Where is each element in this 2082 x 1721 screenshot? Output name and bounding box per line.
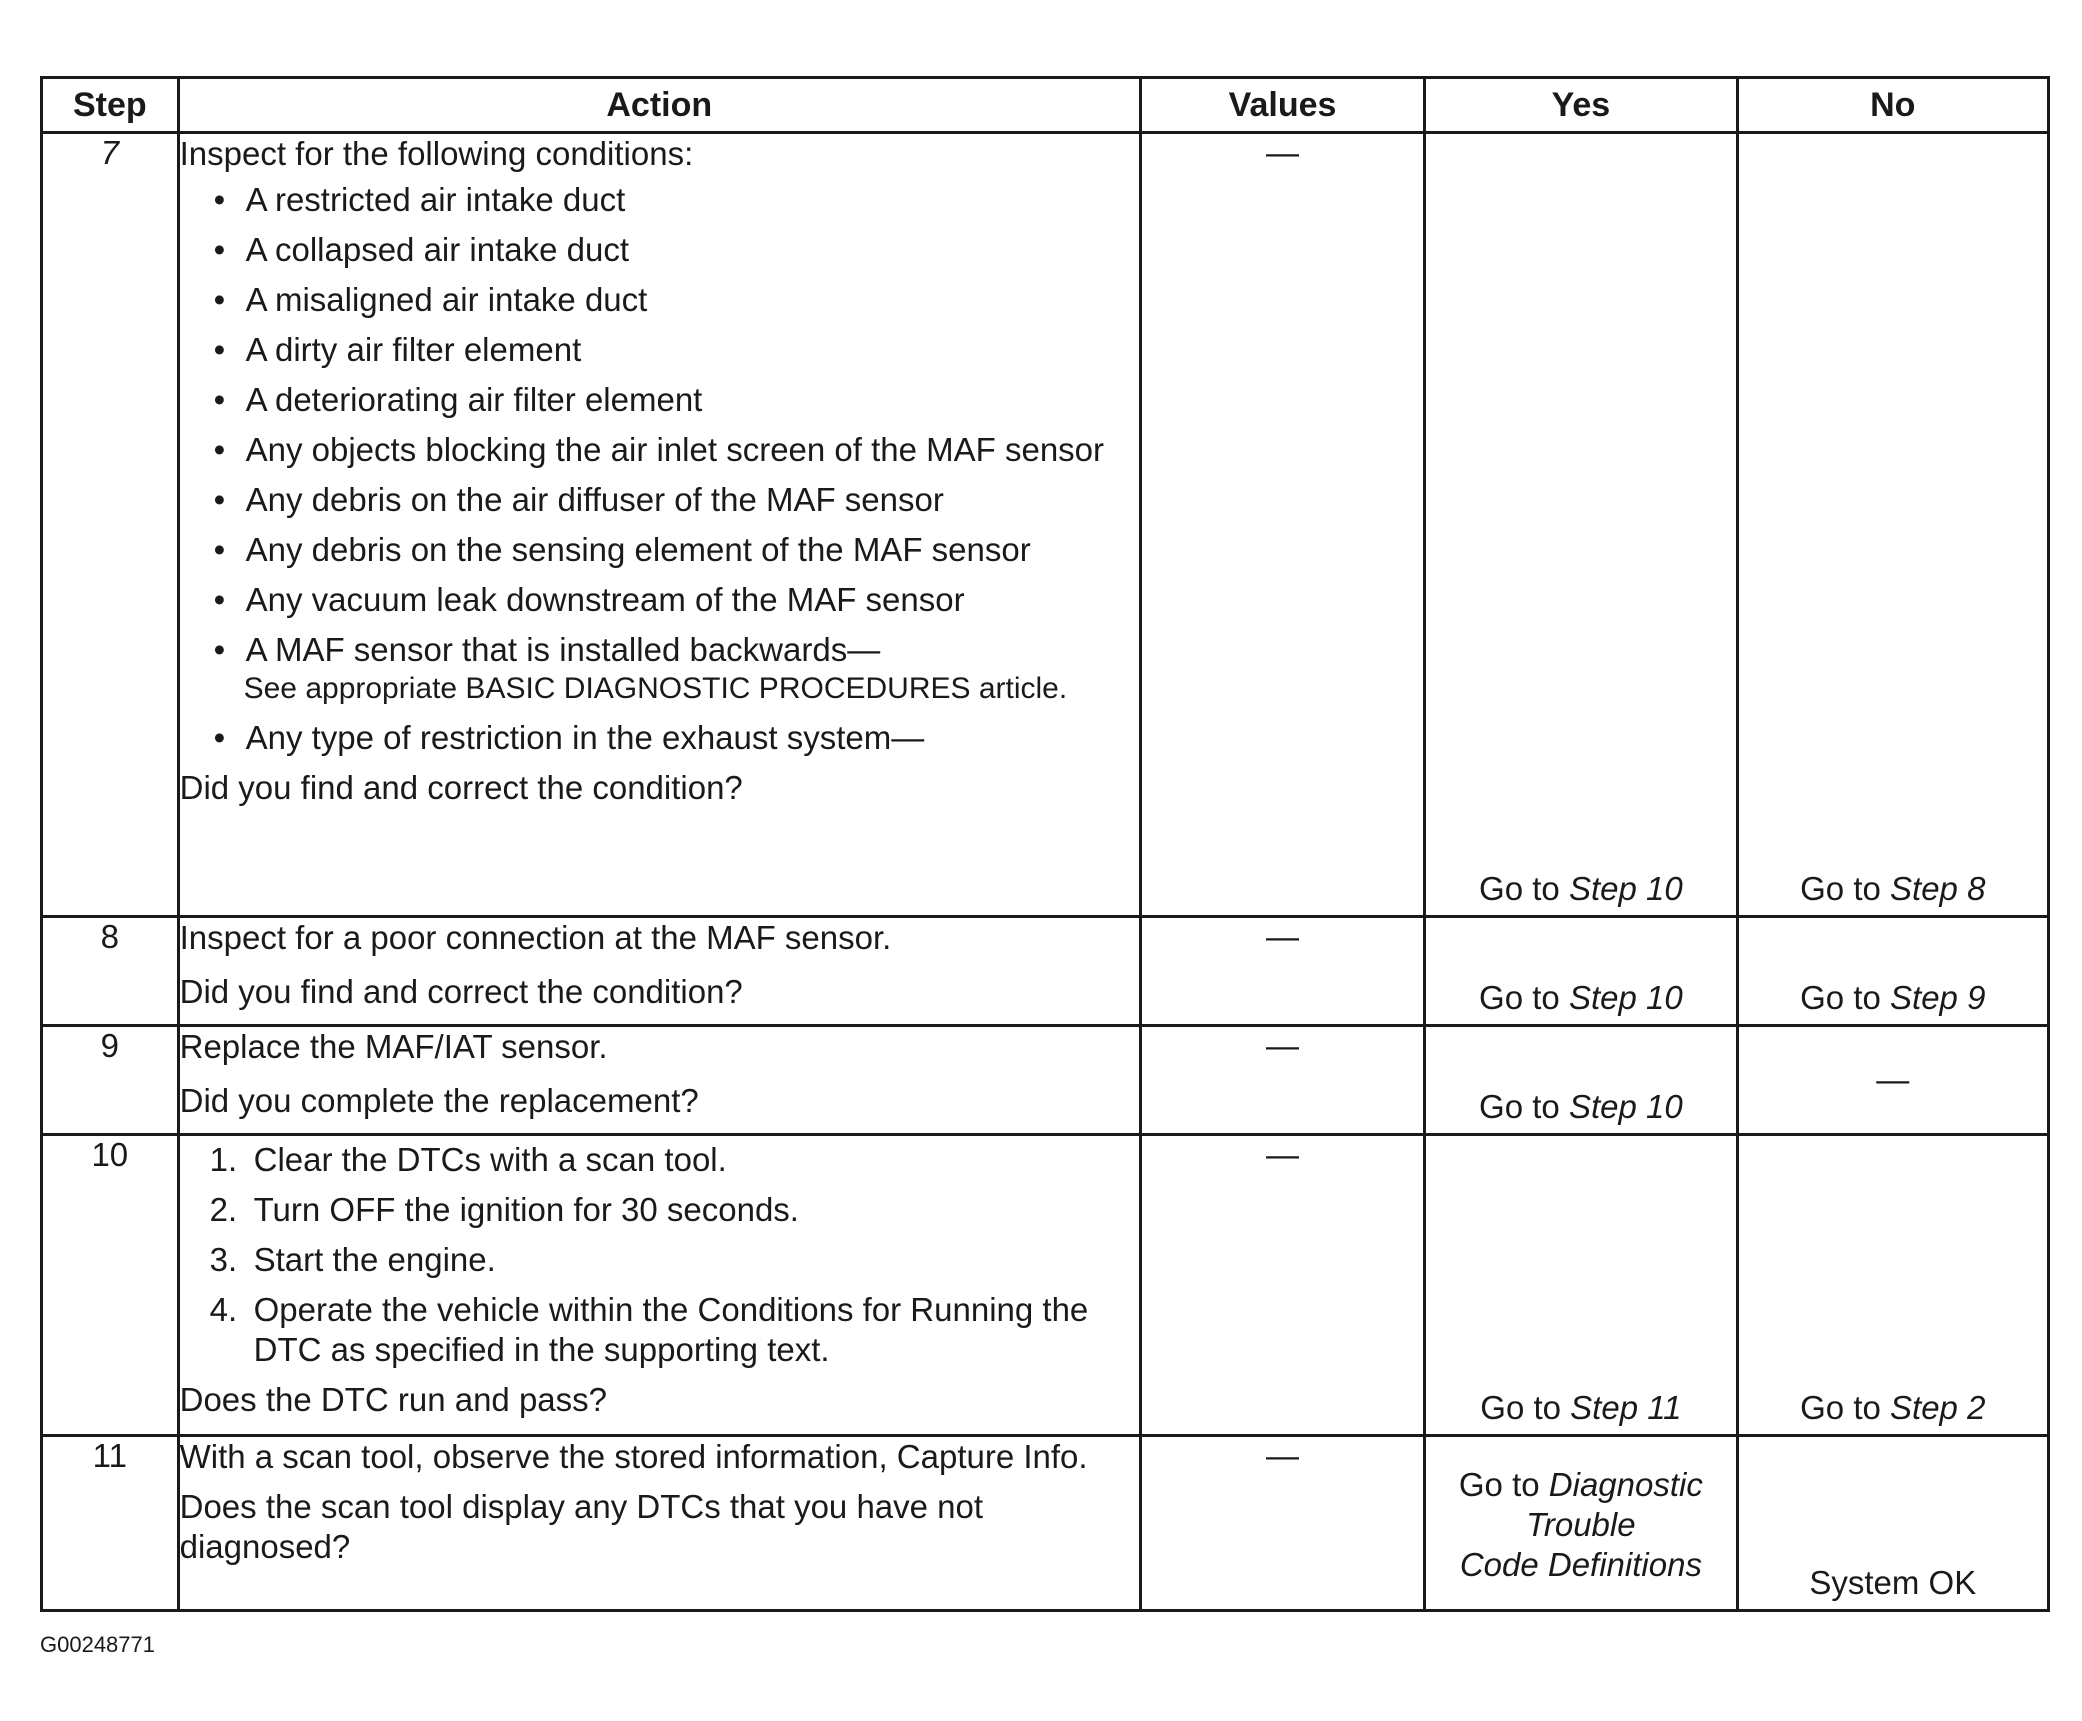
bullet-icon: • bbox=[213, 331, 226, 368]
go-to-label: Go to bbox=[1480, 1389, 1561, 1426]
list-item-text: Clear the DTCs with a scan tool. bbox=[253, 1141, 727, 1178]
header-step: Step bbox=[42, 78, 179, 133]
step-number: 7 bbox=[42, 133, 179, 917]
list-item bbox=[208, 380, 1139, 420]
list-item-text: Any vacuum leak downstream of the MAF sensor bbox=[245, 581, 965, 618]
condition-list bbox=[180, 180, 1139, 758]
action-text: Replace the MAF/IAT sensor. bbox=[179, 1028, 608, 1065]
list-item bbox=[208, 230, 1139, 270]
list-item bbox=[208, 630, 1139, 708]
no-cell bbox=[1737, 1135, 2048, 1436]
action-intro: Inspect for the following conditions: bbox=[179, 135, 694, 172]
list-item-text: Start the engine. bbox=[253, 1241, 496, 1278]
list-item-text: A restricted air intake duct bbox=[245, 181, 626, 218]
yes-result bbox=[1426, 1388, 1735, 1428]
yes-cell bbox=[1425, 917, 1737, 1026]
no-result: System OK bbox=[1809, 1564, 1977, 1601]
list-item bbox=[208, 580, 1139, 620]
table-row-step-11 bbox=[42, 1436, 2049, 1611]
action-question: Does the scan tool display any DTCs that you have not diagnosed? bbox=[179, 1488, 984, 1565]
step-reference: Step 9 bbox=[1890, 979, 1986, 1016]
bullet-icon: • bbox=[213, 719, 226, 756]
table-row-step-8 bbox=[42, 917, 2049, 1026]
go-to-label: Go to bbox=[1479, 1088, 1560, 1125]
yes-result bbox=[1426, 1087, 1735, 1127]
table-row-step-10 bbox=[42, 1135, 2049, 1436]
list-item bbox=[210, 1290, 1139, 1370]
action-question: Does the DTC run and pass? bbox=[179, 1381, 607, 1418]
list-item-text: Any debris on the sensing element of the MAF sensor bbox=[245, 531, 1031, 568]
figure-id: G00248771 bbox=[40, 1632, 155, 1657]
list-item-number: 2. bbox=[209, 1191, 238, 1228]
values-cell: — bbox=[1140, 1436, 1424, 1611]
go-to-label: Go to bbox=[1800, 1389, 1881, 1426]
list-item bbox=[208, 180, 1139, 220]
bullet-icon: • bbox=[213, 281, 226, 318]
step-reference: Step 10 bbox=[1568, 979, 1683, 1016]
values-cell: — bbox=[1140, 133, 1424, 917]
header-values: Values bbox=[1140, 78, 1424, 133]
list-item-text: A deteriorating air filter element bbox=[245, 381, 703, 418]
bullet-icon: • bbox=[213, 231, 226, 268]
bullet-icon: • bbox=[213, 481, 226, 518]
yes-cell bbox=[1425, 1026, 1737, 1135]
action-question: Did you find and correct the condition? bbox=[179, 769, 743, 806]
go-to-label: Go to bbox=[1479, 979, 1560, 1016]
procedure-reference-note: See appropriate BASIC DIAGNOSTIC PROCEDURES article. bbox=[243, 672, 1068, 705]
diagnostic-table bbox=[40, 76, 2050, 1612]
action-cell bbox=[178, 917, 1140, 1026]
list-item bbox=[208, 480, 1139, 520]
step-reference: Step 10 bbox=[1568, 1088, 1683, 1125]
no-cell bbox=[1737, 1026, 2048, 1135]
action-cell bbox=[178, 1436, 1140, 1611]
bullet-icon: • bbox=[213, 531, 226, 568]
list-item bbox=[208, 330, 1139, 370]
go-to-label: Go to bbox=[1800, 979, 1881, 1016]
list-item bbox=[210, 1240, 1139, 1280]
go-to-label: Go to bbox=[1479, 870, 1560, 907]
values-cell: — bbox=[1140, 1026, 1424, 1135]
list-item-text: A misaligned air intake duct bbox=[245, 281, 648, 318]
list-item-text: Any objects blocking the air inlet screen of the MAF sensor bbox=[245, 431, 1105, 468]
values-cell: — bbox=[1140, 917, 1424, 1026]
no-cell bbox=[1737, 1436, 2048, 1611]
step-reference: Step 8 bbox=[1890, 870, 1986, 907]
action-text: Inspect for a poor connection at the MAF sensor. bbox=[179, 919, 892, 956]
list-item bbox=[210, 1190, 1139, 1230]
action-question: Did you complete the replacement? bbox=[179, 1082, 699, 1119]
action-cell bbox=[178, 1026, 1140, 1135]
bullet-icon: • bbox=[213, 181, 226, 218]
no-cell bbox=[1737, 917, 2048, 1026]
yes-result bbox=[1426, 869, 1735, 909]
yes-cell bbox=[1425, 1135, 1737, 1436]
values-cell: — bbox=[1140, 1135, 1424, 1436]
yes-cell bbox=[1425, 133, 1737, 917]
list-item-number: 1. bbox=[209, 1141, 238, 1178]
step-reference: Step 10 bbox=[1568, 870, 1683, 907]
yes-cell bbox=[1425, 1436, 1737, 1611]
step-number: 9 bbox=[42, 1026, 179, 1135]
step-number: 11 bbox=[42, 1436, 179, 1611]
bullet-icon: • bbox=[213, 381, 226, 418]
reference-line: Trouble bbox=[1526, 1506, 1636, 1543]
reference-line: Diagnostic bbox=[1548, 1466, 1703, 1503]
step-number: 10 bbox=[42, 1135, 179, 1436]
yes-result bbox=[1426, 978, 1735, 1018]
list-item-text: Operate the vehicle within the Conditions for Running the DTC as specified in the supporting text. bbox=[253, 1291, 1089, 1368]
no-result bbox=[1739, 869, 2047, 909]
go-to-label: Go to bbox=[1800, 870, 1881, 907]
list-item-text: Any debris on the air diffuser of the MAF sensor bbox=[245, 481, 944, 518]
bullet-icon: • bbox=[213, 631, 226, 668]
list-item bbox=[208, 280, 1139, 320]
header-yes: Yes bbox=[1425, 78, 1737, 133]
diagnostic-table-container bbox=[40, 76, 2050, 1606]
action-cell bbox=[178, 1135, 1140, 1436]
list-item-text: Any type of restriction in the exhaust system— bbox=[245, 719, 925, 756]
list-item bbox=[210, 1140, 1139, 1180]
header-no: No bbox=[1737, 78, 2048, 133]
no-result: — bbox=[1876, 1061, 1910, 1098]
list-item-text: A dirty air filter element bbox=[245, 331, 582, 368]
header-action: Action bbox=[178, 78, 1140, 133]
step-number: 8 bbox=[42, 917, 179, 1026]
action-cell bbox=[178, 133, 1140, 917]
bullet-icon: • bbox=[213, 431, 226, 468]
no-result bbox=[1739, 1388, 2047, 1428]
step-reference: Step 2 bbox=[1890, 1389, 1986, 1426]
no-cell bbox=[1737, 133, 2048, 917]
list-item-text: A MAF sensor that is installed backwards— bbox=[245, 631, 881, 668]
action-text: With a scan tool, observe the stored information, Capture Info. bbox=[179, 1438, 1088, 1475]
step-reference: Step 11 bbox=[1570, 1389, 1682, 1426]
list-item bbox=[208, 530, 1139, 570]
list-item-number: 4. bbox=[209, 1291, 238, 1328]
list-item bbox=[208, 718, 1139, 758]
list-item-text: A collapsed air intake duct bbox=[245, 231, 630, 268]
reference-line: Code Definitions bbox=[1459, 1546, 1702, 1583]
procedure-list bbox=[180, 1140, 1139, 1370]
table-row-step-7 bbox=[42, 133, 2049, 917]
yes-result bbox=[1426, 1465, 1735, 1585]
list-item-text: Turn OFF the ignition for 30 seconds. bbox=[253, 1191, 799, 1228]
table-row-step-9 bbox=[42, 1026, 2049, 1135]
list-item bbox=[208, 430, 1139, 470]
go-to-label: Go to bbox=[1458, 1466, 1540, 1503]
bullet-icon: • bbox=[213, 581, 226, 618]
list-item-number: 3. bbox=[209, 1241, 238, 1278]
no-result bbox=[1739, 978, 2047, 1018]
action-question: Did you find and correct the condition? bbox=[179, 973, 743, 1010]
header-row bbox=[42, 78, 2049, 133]
